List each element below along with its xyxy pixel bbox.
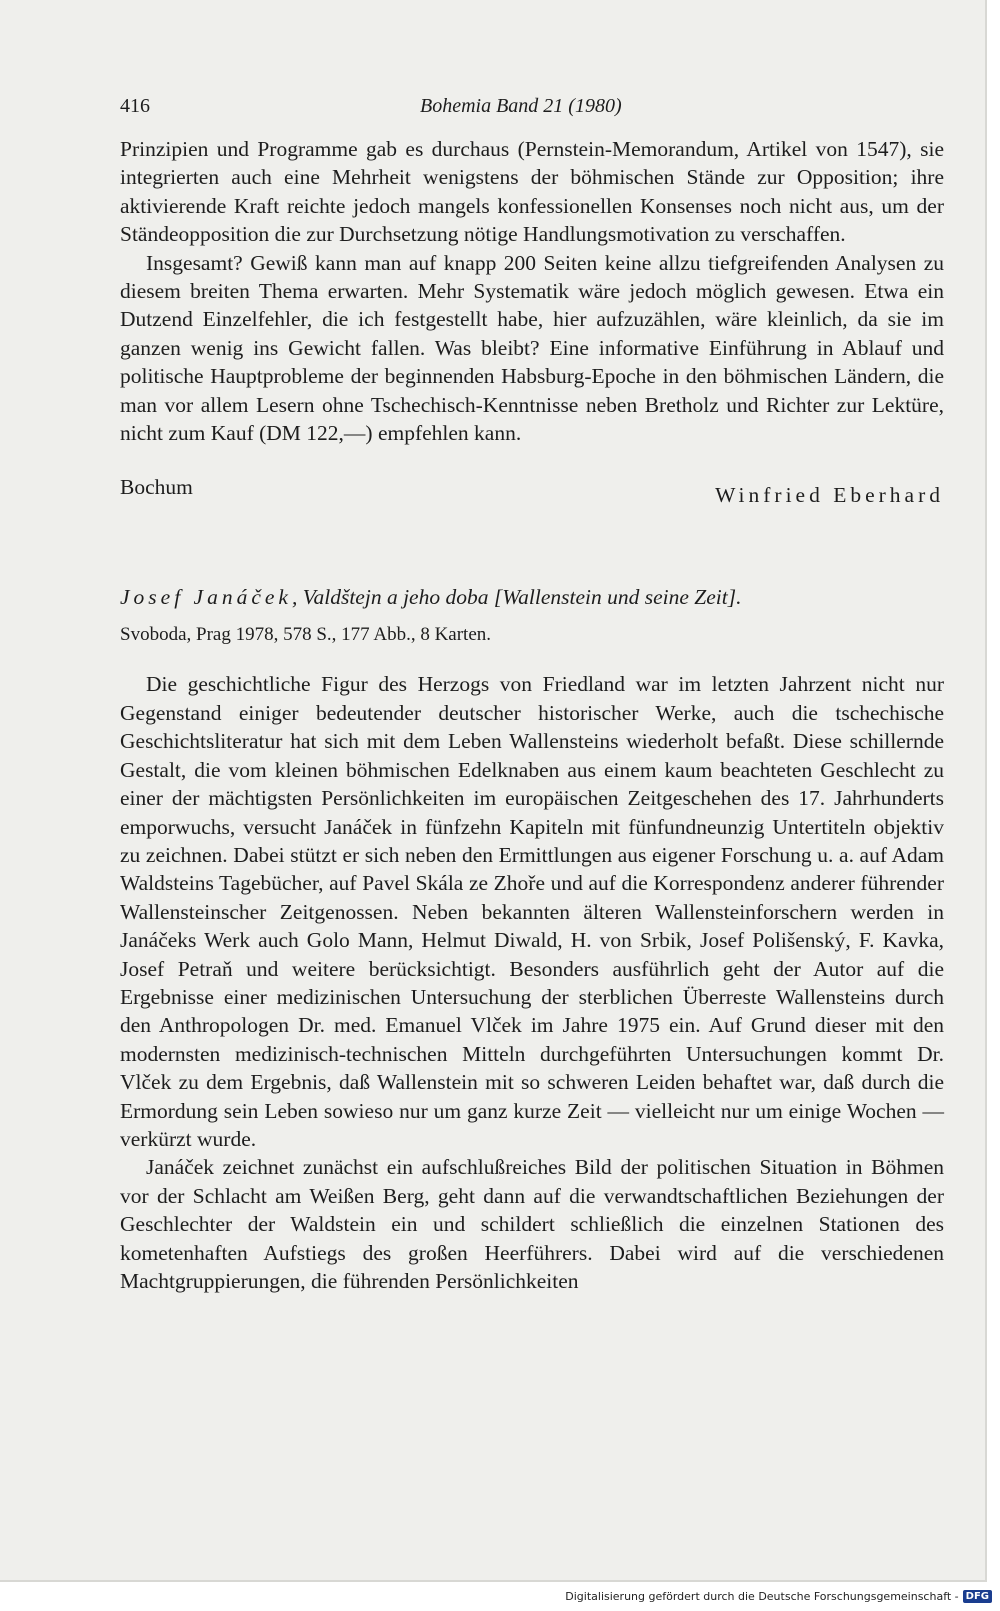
- running-header: [120, 95, 944, 135]
- publication-details: Svoboda, Prag 1978, 578 S., 177 Abb., 8 Karten.: [120, 624, 492, 646]
- footer-text: Digitalisierung gefördert durch die Deutsche Forschungsgemeinschaft -: [565, 1590, 959, 1603]
- page-number: 416: [120, 95, 150, 117]
- journal-title: Bohemia Band 21 (1980): [420, 95, 622, 117]
- signature-place: Bochum: [120, 475, 193, 500]
- review1-paragraph-1: Prinzipien und Programme gab es durchaus (Pernstein-Memorandum, Artikel von 1547), sie integrierten auch eine Mehrheit wenigstens der böhmischen Stände zur Opposition; ihre aktivierende Kraft reichte jedoch mangels konfessionellen Konsenses noch nicht aus, um der Ständeopposition die zur Durchsetzung nötige Handlungsmotivation zu verschaffen.: [120, 137, 944, 247]
- review2-heading: [120, 585, 944, 610]
- book-author: Josef Janáček: [120, 585, 292, 610]
- dfg-logo: DFG: [963, 1590, 992, 1603]
- digitization-footer: [565, 1590, 992, 1603]
- review2-paragraph-2: Janáček zeichnet zunächst ein aufschlußreiches Bild der politischen Situation in Böhmen vor der Schlacht am Weißen Berg, geht dann auf die verwandtschaftlichen Beziehungen der Geschlechter der Waldstein ein und schildert schließlich die einzelnen Stationen des kometenhaften Aufstiegs des großen Heerführers. Dabei wird auf die verschiedenen Machtgruppierungen, die führenden Persönlichkeiten: [120, 1155, 944, 1293]
- review2-paragraph-1: Die geschichtliche Figur des Herzogs von Friedland war im letzten Jahrzent nicht nur Gegenstand einiger bedeutender deutscher historischer Werke, auch die tschechische Geschichtsliteratur hat sich mit dem Leben Wallensteins wiederholt befaßt. Diese schillernde Gestalt, die vom kleinen böhmischen Edelknaben aus einem kaum beachteten Geschlecht zu einer der mächtigsten Persönlichkeiten im europäischen Zeitgeschehen des 17. Jahrhunderts emporwuchs, versucht Janáček in fünfzehn Kapiteln mit fünfundneunzig Untertiteln objektiv zu zeichnen. Dabei stützt er sich neben den Ermittlungen aus eigener Forschung u. a. auf Adam Waldsteins Tagebücher, auf Pavel Skála ze Zhoře und auf die Korrespondenz anderer führender Wallensteinscher Zeitgenossen. Neben bekannten älteren Wallensteinforschern werden in Janáčeks Werk auch Golo Mann, Helmut Diwald, H. von Srbik, Josef Polišenský, F. Kavka, Josef Petraň und weitere berücksichtigt. Besonders ausführlich geht der Autor auf die Ergebnisse einer medizinischen Untersuchung der sterblichen Überreste Wallensteins durch den Anthropologen Dr. med. Emanuel Vlček im Jahre 1975 ein. Auf Grund dieser mit den modernsten medizinisch-technischen Mitteln durchgeführten Untersuchungen kommt Dr. Vlček zu dem Ergebnis, daß Wallenstein mit so schweren Leiden behaftet war, daß durch die Ermordung sein Leben sowieso nur um ganz kurze Zeit — vielleicht nur um einige Wochen — verkürzt wurde.: [120, 672, 944, 1151]
- reviewer-name: Winfried Eberhard: [715, 483, 944, 508]
- document-page: [120, 95, 944, 1295]
- review1-paragraph-2: Insgesamt? Gewiß kann man auf knapp 200 Seiten keine allzu tiefgreifenden Analysen zu diesem breiten Thema erwarten. Mehr Systematik wäre jedoch möglich gewesen. Etwa ein Dutzend Einzelfehler, die ich festgestellt habe, hier aufzuzählen, wäre kleinlich, da sie im ganzen wenig ins Gewicht fallen. Was bleibt? Eine informative Einführung in Ablauf und politische Hauptprobleme der beginnenden Habsburg-Epoche in den böhmischen Ländern, die man vor allem Lesern ohne Tschechisch-Kenntnisse neben Bretholz und Richter zur Lektüre, nicht zum Kauf (DM 122,—) empfehlen kann.: [120, 250, 944, 446]
- book-title: , Valdštejn a jeho doba [Wallenstein und seine Zeit].: [291, 585, 742, 610]
- review1-signature: [120, 475, 944, 535]
